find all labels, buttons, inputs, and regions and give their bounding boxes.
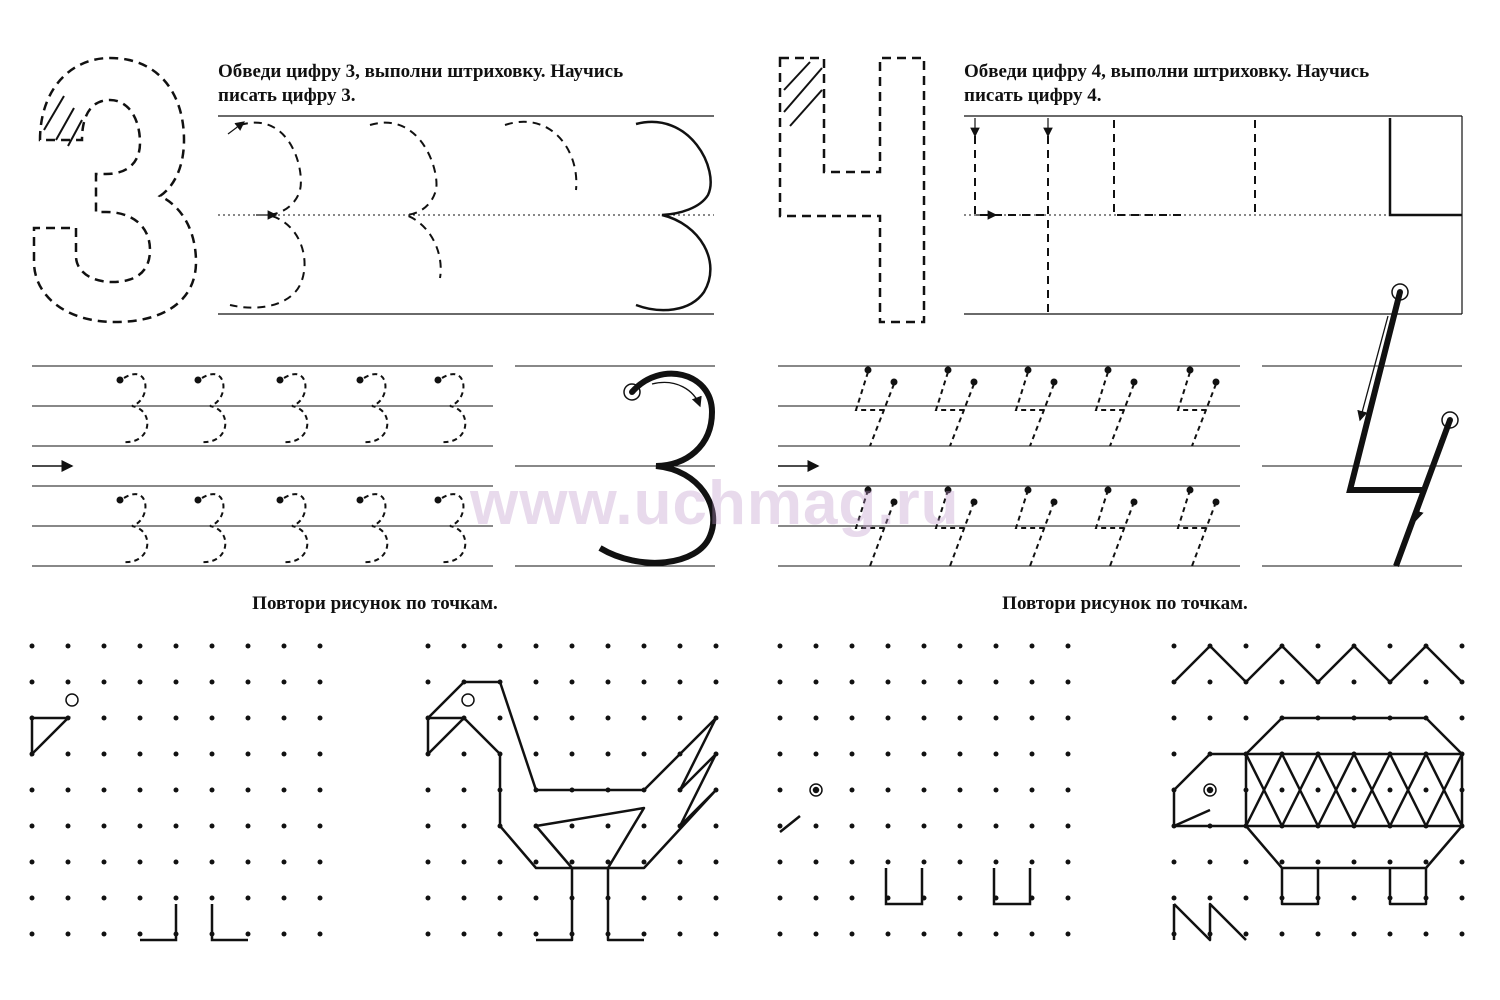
grid-dot	[642, 896, 647, 901]
grid-dot	[570, 716, 575, 721]
grid-dot	[282, 644, 287, 649]
grid-dot	[174, 716, 179, 721]
grid-dot	[570, 824, 575, 829]
grid-dot	[1066, 824, 1071, 829]
grid-dot	[1066, 716, 1071, 721]
grid-dot	[30, 788, 35, 793]
grid-dot	[426, 896, 431, 901]
grid-dot	[102, 752, 107, 757]
big-dashed-digit-3	[34, 58, 196, 322]
grid-dot	[30, 932, 35, 937]
instruction-4-line2: писать цифру 4.	[964, 85, 1102, 106]
grid-dot	[1316, 860, 1321, 865]
grid-dot	[814, 680, 819, 685]
grid-dot	[210, 644, 215, 649]
grid-dot	[714, 860, 719, 865]
grid-dot	[778, 824, 783, 829]
grid-dot	[1030, 824, 1035, 829]
grid-dot	[246, 680, 251, 685]
grid-dot	[318, 860, 323, 865]
grid-dot	[994, 788, 999, 793]
grid-dot	[1352, 896, 1357, 901]
grid-dot	[778, 752, 783, 757]
grid-dot	[606, 752, 611, 757]
model-digit-4	[1262, 284, 1462, 566]
grid-dot	[778, 932, 783, 937]
grid-dot	[1460, 716, 1465, 721]
grid-dot	[778, 860, 783, 865]
grid-dot	[714, 644, 719, 649]
grid-dot	[778, 788, 783, 793]
grid-dot	[246, 644, 251, 649]
grid-dot	[958, 644, 963, 649]
grid-dot	[1244, 896, 1249, 901]
grid-dot	[426, 680, 431, 685]
turtle-model-drawing	[1174, 646, 1462, 940]
duck-practice-start	[32, 694, 248, 940]
grid-dot	[426, 788, 431, 793]
grid-dot	[498, 716, 503, 721]
grid-dot	[994, 644, 999, 649]
grid-dot	[318, 752, 323, 757]
grid-dot	[1424, 788, 1429, 793]
instruction-3-line2: писать цифру 3.	[218, 85, 356, 106]
grid-dot	[958, 752, 963, 757]
grid-dot	[282, 896, 287, 901]
grid-dot	[1030, 644, 1035, 649]
start-dots-3	[117, 377, 442, 504]
grid-dot	[958, 716, 963, 721]
grid-dot	[138, 644, 143, 649]
grid-dot	[922, 680, 927, 685]
grid-dot	[922, 716, 927, 721]
grid-dot	[534, 896, 539, 901]
grid-dot	[570, 680, 575, 685]
grid-dot	[1030, 716, 1035, 721]
grid-dot	[814, 932, 819, 937]
grid-dot	[678, 896, 683, 901]
grid-dot	[642, 932, 647, 937]
grid-dot	[210, 860, 215, 865]
duck-model-drawing	[428, 682, 716, 940]
grid-dot	[282, 932, 287, 937]
grid-dot	[462, 896, 467, 901]
grid-dot	[30, 824, 35, 829]
grid-dot	[570, 860, 575, 865]
grid-dot	[138, 932, 143, 937]
grid-dot	[1352, 860, 1357, 865]
instruction-4-line1: Обведи цифру 4, выполни штриховку. Научись	[964, 61, 1370, 82]
grid-dot	[922, 932, 927, 937]
grid-dot	[102, 860, 107, 865]
grid-dot	[886, 932, 891, 937]
grid-dot	[66, 752, 71, 757]
hatch-sample-3	[44, 96, 82, 146]
grid-dot	[1066, 752, 1071, 757]
grid-dot	[714, 932, 719, 937]
tracing-band-3	[218, 116, 714, 314]
grid-dot	[1030, 932, 1035, 937]
grid-dot	[318, 716, 323, 721]
grid-dot	[850, 896, 855, 901]
watermark: www.uchmag.ru	[470, 469, 960, 538]
grid-dot	[994, 824, 999, 829]
grid-dot	[66, 824, 71, 829]
grid-dot	[1352, 680, 1357, 685]
grid-dot	[1280, 860, 1285, 865]
grid-dot	[850, 932, 855, 937]
grid-dot	[138, 788, 143, 793]
grid-dot	[994, 860, 999, 865]
grid-dot	[174, 680, 179, 685]
grid-dot	[678, 716, 683, 721]
grid-dot	[1208, 680, 1213, 685]
grid-dot	[102, 680, 107, 685]
grid-dot	[246, 824, 251, 829]
grid-dot	[246, 752, 251, 757]
grid-dot	[282, 788, 287, 793]
grid-dot	[1460, 860, 1465, 865]
grid-dot	[246, 716, 251, 721]
grid-dot	[1388, 788, 1393, 793]
grid-dot	[850, 644, 855, 649]
grid-dot	[886, 644, 891, 649]
grid-dot	[174, 788, 179, 793]
small-dashed-threes	[124, 374, 465, 562]
grid-dot	[282, 752, 287, 757]
grid-dot	[426, 644, 431, 649]
grid-dot	[1066, 680, 1071, 685]
grid-dot	[1424, 860, 1429, 865]
grid-dot	[994, 932, 999, 937]
grid-dot	[426, 824, 431, 829]
grid-dot	[642, 752, 647, 757]
grid-dot	[1030, 752, 1035, 757]
grid-dot	[886, 824, 891, 829]
grid-dot	[318, 680, 323, 685]
grid-dot	[1460, 932, 1465, 937]
grid-dot	[1352, 788, 1357, 793]
grid-dot	[1244, 644, 1249, 649]
grid-dot	[1280, 932, 1285, 937]
grid-dot	[850, 788, 855, 793]
grid-dot	[534, 680, 539, 685]
grid-dot	[318, 932, 323, 937]
grid-dot	[850, 752, 855, 757]
instruction-3-line1: Обведи цифру 3, выполни штриховку. Научись	[218, 61, 624, 82]
grid-dot	[886, 788, 891, 793]
grid-dot	[922, 788, 927, 793]
grid-dot	[778, 716, 783, 721]
grid-dot	[714, 680, 719, 685]
grid-dot	[1172, 896, 1177, 901]
grid-dot	[1030, 788, 1035, 793]
grid-dot	[174, 752, 179, 757]
grid-dot	[958, 896, 963, 901]
grid-dot	[958, 680, 963, 685]
grid-dot	[1316, 788, 1321, 793]
grid-dot	[318, 788, 323, 793]
grid-dot	[886, 680, 891, 685]
grid-dot	[1388, 644, 1393, 649]
grid-dot	[1424, 932, 1429, 937]
grid-dot	[30, 896, 35, 901]
grid-dot	[246, 932, 251, 937]
grid-dot	[534, 932, 539, 937]
grid-dot	[1208, 896, 1213, 901]
grid-dot	[1244, 932, 1249, 937]
grid-dot	[246, 860, 251, 865]
grid-dot	[498, 896, 503, 901]
grid-dot	[958, 932, 963, 937]
grid-dot	[462, 932, 467, 937]
grid-dot	[1280, 680, 1285, 685]
grid-dot	[102, 788, 107, 793]
grid-dot	[174, 860, 179, 865]
grid-dot	[426, 932, 431, 937]
grid-dot	[174, 824, 179, 829]
grid-dot	[1066, 932, 1071, 937]
grid-dot	[1172, 860, 1177, 865]
grid-dot	[850, 824, 855, 829]
dots-instruction-left: Повтори рисунок по точкам.	[252, 593, 498, 614]
grid-dot	[174, 644, 179, 649]
grid-dot	[498, 932, 503, 937]
grid-dot	[958, 860, 963, 865]
grid-dot	[642, 824, 647, 829]
grid-dot	[1066, 896, 1071, 901]
grid-dot	[850, 716, 855, 721]
grid-dot	[886, 860, 891, 865]
grid-dot	[958, 788, 963, 793]
grid-dot	[1316, 932, 1321, 937]
grid-dot	[534, 860, 539, 865]
grid-dot	[462, 752, 467, 757]
grid-dot	[958, 824, 963, 829]
grid-dot	[570, 752, 575, 757]
grid-dot	[814, 644, 819, 649]
grid-dot	[102, 716, 107, 721]
grid-dot	[1172, 716, 1177, 721]
grid-dot	[102, 896, 107, 901]
grid-dot	[66, 644, 71, 649]
grid-dot	[922, 860, 927, 865]
grid-dot	[1030, 860, 1035, 865]
grid-dot	[814, 752, 819, 757]
dots-instruction-right: Повтори рисунок по точкам.	[1002, 593, 1248, 614]
grid-dot	[30, 680, 35, 685]
dot-grids	[30, 644, 1465, 937]
grid-dot	[1280, 788, 1285, 793]
grid-dot	[462, 824, 467, 829]
big-dashed-digit-4	[780, 58, 924, 322]
grid-dot	[282, 824, 287, 829]
grid-dot	[318, 824, 323, 829]
grid-dot	[1352, 932, 1357, 937]
grid-dot	[606, 716, 611, 721]
grid-dot	[1460, 644, 1465, 649]
grid-dot	[994, 752, 999, 757]
grid-dot	[814, 716, 819, 721]
grid-dot	[462, 644, 467, 649]
grid-dot	[642, 860, 647, 865]
grid-dot	[30, 644, 35, 649]
grid-dot	[1244, 860, 1249, 865]
grid-dot	[138, 896, 143, 901]
grid-dot	[66, 788, 71, 793]
grid-dot	[678, 680, 683, 685]
grid-dot	[1316, 644, 1321, 649]
hatch-sample-4	[784, 62, 822, 126]
grid-dot	[922, 644, 927, 649]
grid-dot	[922, 824, 927, 829]
grid-dot	[714, 824, 719, 829]
grid-dot	[1172, 644, 1177, 649]
grid-dot	[778, 896, 783, 901]
grid-dot	[994, 716, 999, 721]
grid-dot	[138, 680, 143, 685]
grid-dot	[1244, 716, 1249, 721]
grid-dot	[850, 680, 855, 685]
grid-dot	[678, 644, 683, 649]
grid-dot	[1208, 860, 1213, 865]
grid-dot	[66, 896, 71, 901]
grid-dot	[534, 716, 539, 721]
grid-dot	[210, 788, 215, 793]
grid-dot	[922, 752, 927, 757]
grid-dot	[1424, 680, 1429, 685]
grid-dot	[678, 860, 683, 865]
grid-dot	[66, 680, 71, 685]
grid-dot	[1388, 932, 1393, 937]
grid-dot	[1066, 788, 1071, 793]
writing-rows-3	[32, 366, 493, 566]
grid-dot	[138, 752, 143, 757]
grid-dot	[282, 860, 287, 865]
grid-dot	[318, 896, 323, 901]
grid-dot	[246, 896, 251, 901]
grid-dot	[102, 932, 107, 937]
grid-dot	[534, 644, 539, 649]
tracing-band-4	[964, 116, 1462, 314]
grid-dot	[138, 824, 143, 829]
grid-dot	[102, 644, 107, 649]
grid-dot	[994, 680, 999, 685]
grid-dot	[1388, 860, 1393, 865]
grid-dot	[886, 716, 891, 721]
grid-dot	[462, 860, 467, 865]
grid-dot	[778, 680, 783, 685]
grid-dot	[886, 752, 891, 757]
grid-dot	[606, 680, 611, 685]
grid-dot	[714, 896, 719, 901]
grid-dot	[570, 644, 575, 649]
grid-dot	[174, 896, 179, 901]
grid-dot	[462, 788, 467, 793]
grid-dot	[30, 860, 35, 865]
grid-dot	[210, 752, 215, 757]
grid-dot	[1030, 680, 1035, 685]
grid-dot	[1066, 644, 1071, 649]
grid-dot	[66, 932, 71, 937]
grid-dot	[498, 644, 503, 649]
grid-dot	[814, 896, 819, 901]
grid-dot	[282, 716, 287, 721]
grid-dot	[1208, 716, 1213, 721]
grid-dot	[850, 860, 855, 865]
grid-dot	[318, 644, 323, 649]
grid-dot	[246, 788, 251, 793]
grid-dot	[1460, 896, 1465, 901]
grid-dot	[498, 860, 503, 865]
grid-dot	[778, 644, 783, 649]
grid-dot	[606, 824, 611, 829]
grid-dot	[1066, 860, 1071, 865]
grid-dot	[678, 932, 683, 937]
grid-dot	[642, 644, 647, 649]
grid-dot	[210, 680, 215, 685]
turtle-practice-start	[780, 784, 1030, 904]
grid-dot	[534, 752, 539, 757]
grid-dot	[282, 680, 287, 685]
grid-dot	[138, 716, 143, 721]
grid-dot	[642, 716, 647, 721]
grid-dot	[426, 860, 431, 865]
grid-dot	[606, 644, 611, 649]
grid-dot	[138, 860, 143, 865]
grid-dot	[102, 824, 107, 829]
grid-dot	[210, 824, 215, 829]
grid-dot	[210, 896, 215, 901]
grid-dot	[210, 716, 215, 721]
grid-dot	[642, 680, 647, 685]
grid-dot	[814, 824, 819, 829]
grid-dot	[814, 860, 819, 865]
grid-dot	[66, 860, 71, 865]
grid-dot	[1172, 752, 1177, 757]
